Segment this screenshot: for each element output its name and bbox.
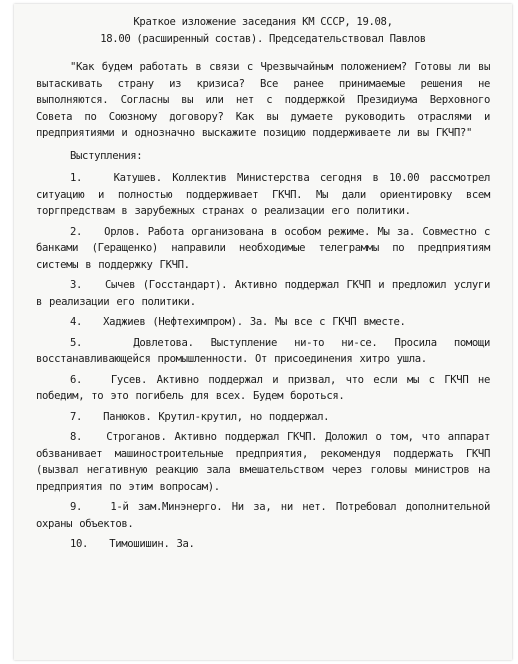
list-item: [36, 372, 490, 405]
item-text: Панюков. Крутил-крутил, но поддержал.: [103, 410, 330, 423]
list-item: [36, 429, 490, 495]
item-number: 7.: [70, 410, 83, 423]
speeches-label: Выступления:: [70, 149, 143, 162]
list-item: [36, 277, 490, 310]
title-line-1: Краткое изложение заседания КМ СССР, 19.08,: [133, 16, 393, 28]
item-text: Довлетова. Выступление ни-то ни-се. Просила помощи восстанавливающейся промышленности. От присоединения хитро ушла.: [36, 336, 490, 365]
item-number: 9.: [70, 501, 83, 513]
list-item: [36, 224, 490, 274]
list-item: [36, 335, 490, 368]
item-number: 5.: [70, 336, 83, 349]
item-text: Орлов. Работа организована в особом режиме. Мы за. Совместно с банками (Геращенко) направили необходимые телеграммы по предприятиям системы в поддержку ГКЧП.: [36, 225, 490, 271]
item-text: Сычев (Госстандарт). Активно поддержал ГКЧП и предложил услуги в реализации его политики.: [36, 279, 490, 308]
title-line-2: 18.00 (расширенный состав). Председательствовал Павлов: [100, 32, 426, 45]
item-number: 2.: [70, 225, 83, 238]
speeches-list: [36, 170, 490, 553]
item-number: 8.: [70, 431, 83, 443]
list-item: [36, 409, 490, 426]
list-item: [36, 536, 490, 553]
item-number: 4.: [70, 316, 83, 328]
list-item: [36, 314, 490, 331]
item-number: 10.: [70, 538, 89, 550]
item-text: Гусев. Активно поддержал и призвал, что если мы с ГКЧП не победим, то это погибель для всех. Будем бороться.: [36, 373, 490, 402]
typed-text: [36, 14, 490, 557]
item-text: Тимошишин. За.: [109, 538, 195, 550]
item-text: 1-й зам.Минэнерго. Ни за, ни нет. Потребовал дополнительной охраны объектов.: [36, 501, 490, 530]
item-text: Катушев. Коллектив Министерства сегодня в 10.00 рассмотрел ситуацию и полностью поддерживает ГКЧП. Мы дали ориентировку всем торгпредствам в зарубежных странах о реализации его политики.: [36, 172, 490, 217]
list-item: [36, 170, 490, 220]
item-text: Строганов. Активно поддержал ГКЧП. Доложил о том, что аппарат обзванивает машиностроительные предприятия, рекомендуя поддержать ГКЧП (вызвал негативную реакцию зала вмешательством через головы министров на предприятия по этим вопросам).: [36, 431, 490, 493]
item-number: 3.: [70, 279, 83, 291]
item-text: Хаджиев (Нефтехимпром). За. Мы все с ГКЧП вместе.: [103, 316, 406, 328]
chairman-quote: "Как будем работать в связи с Чрезвычайным положением? Готовы ли вы вытаскивать страну из кризиса? Все ранее принимаемые решения не выполняются. Согласны вы или нет с поддержкой Президиума Верховного Совета по Союзному договору? Как вы думаете руководить отраслями и предприятиями и однозначно выскажите позицию поддерживаете ли вы ГКЧП?": [36, 61, 490, 139]
document-title: [36, 14, 490, 47]
document-page: [14, 4, 512, 660]
list-item: [36, 499, 490, 532]
item-number: 6.: [70, 373, 83, 386]
item-number: 1.: [70, 172, 83, 184]
